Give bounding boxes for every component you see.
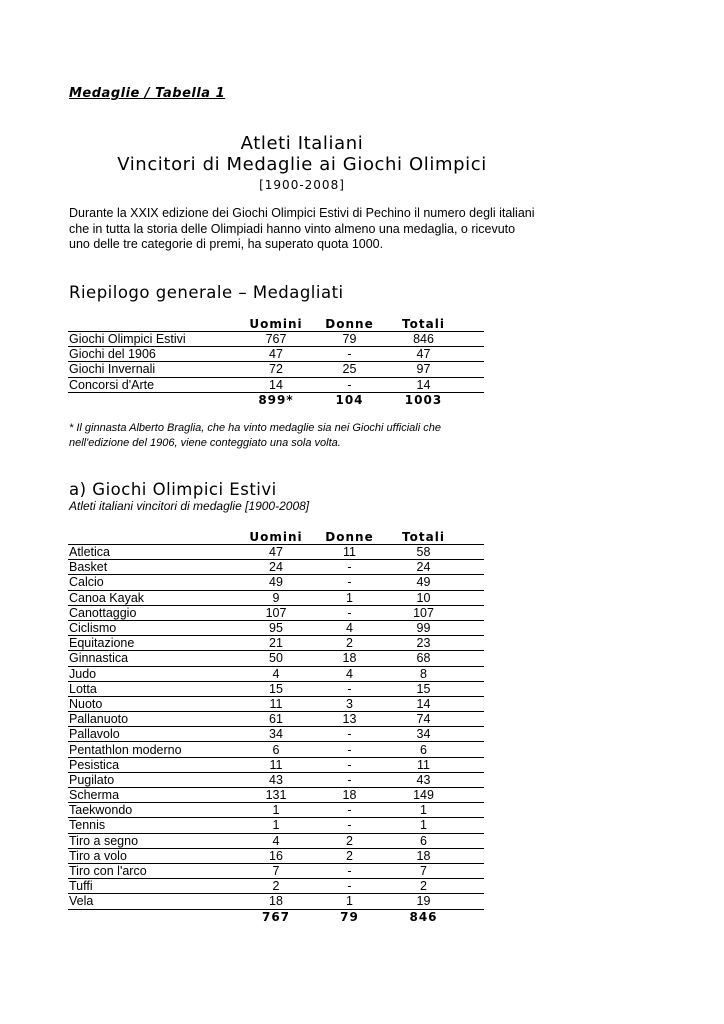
row-name: Giochi Invernali xyxy=(68,362,239,377)
row-spacer xyxy=(461,362,484,377)
totals-women: 79 xyxy=(340,909,359,924)
row-women: 13 xyxy=(313,712,386,727)
summer-header-spacer xyxy=(461,529,484,545)
table-row xyxy=(68,788,484,803)
row-total: 846 xyxy=(386,332,461,347)
row-spacer xyxy=(461,636,484,651)
row-spacer xyxy=(461,560,484,575)
row-name: Concorsi d'Arte xyxy=(68,377,239,392)
totals-row xyxy=(68,909,484,924)
header-label: Medaglie / Tabella 1 xyxy=(69,86,226,101)
row-women: 2 xyxy=(313,636,386,651)
row-spacer xyxy=(461,347,484,362)
row-name: Tiro con l'arco xyxy=(68,863,239,878)
summary-section-title: Riepilogo generale – Medagliati xyxy=(69,283,344,302)
row-women: - xyxy=(313,742,386,757)
totals-total: 846 xyxy=(409,909,438,924)
row-total: 8 xyxy=(386,666,461,681)
row-women: 18 xyxy=(313,651,386,666)
row-name: Judo xyxy=(68,666,239,681)
row-name: Basket xyxy=(68,560,239,575)
row-spacer xyxy=(461,651,484,666)
row-spacer xyxy=(461,332,484,347)
table-row xyxy=(68,803,484,818)
row-spacer xyxy=(461,696,484,711)
row-total: 1 xyxy=(386,803,461,818)
summer-header-blank xyxy=(68,529,239,545)
table-row xyxy=(68,332,484,347)
table-row xyxy=(68,879,484,894)
table-row xyxy=(68,894,484,909)
row-spacer xyxy=(461,879,484,894)
row-total: 34 xyxy=(386,727,461,742)
totals-men: 767 xyxy=(261,909,291,924)
totals-spacer xyxy=(461,909,484,924)
row-total: 6 xyxy=(386,742,461,757)
table-row xyxy=(68,727,484,742)
column-header-total: Totali xyxy=(386,529,461,545)
table-row xyxy=(68,712,484,727)
row-men: 61 xyxy=(239,712,313,727)
totals-men: 899* xyxy=(258,392,294,407)
row-spacer xyxy=(461,863,484,878)
row-men: 4 xyxy=(239,833,313,848)
row-total: 14 xyxy=(386,696,461,711)
row-men: 107 xyxy=(239,605,313,620)
row-spacer xyxy=(461,575,484,590)
row-total: 23 xyxy=(386,636,461,651)
table-row xyxy=(68,347,484,362)
table-row xyxy=(68,590,484,605)
row-spacer xyxy=(461,620,484,635)
row-men: 2 xyxy=(239,879,313,894)
table-row xyxy=(68,666,484,681)
row-name: Pallavolo xyxy=(68,727,239,742)
row-women: 79 xyxy=(313,332,386,347)
row-men: 767 xyxy=(239,332,313,347)
summer-section-title: a) Giochi Olimpici Estivi xyxy=(69,480,277,499)
summary-header-spacer xyxy=(461,316,484,332)
row-women: 11 xyxy=(313,545,386,560)
totals-label-blank xyxy=(68,392,239,407)
row-men: 9 xyxy=(239,590,313,605)
row-women: - xyxy=(313,605,386,620)
row-women: 1 xyxy=(313,590,386,605)
row-men: 43 xyxy=(239,772,313,787)
title-line-2: Vincitori di Medaglie ai Giochi Olimpici xyxy=(117,154,487,175)
title-line-1: Atleti Italiani xyxy=(240,133,364,154)
row-name: Equitazione xyxy=(68,636,239,651)
row-spacer xyxy=(461,727,484,742)
row-spacer xyxy=(461,833,484,848)
row-women: 3 xyxy=(313,696,386,711)
table-row xyxy=(68,636,484,651)
row-name: Lotta xyxy=(68,681,239,696)
row-name: Taekwondo xyxy=(68,803,239,818)
row-women: 2 xyxy=(313,848,386,863)
table-row xyxy=(68,362,484,377)
row-men: 50 xyxy=(239,651,313,666)
row-total: 7 xyxy=(386,863,461,878)
row-men: 34 xyxy=(239,727,313,742)
row-spacer xyxy=(461,894,484,909)
table-row xyxy=(68,681,484,696)
row-total: 10 xyxy=(386,590,461,605)
row-name: Calcio xyxy=(68,575,239,590)
row-total: 11 xyxy=(386,757,461,772)
table-row xyxy=(68,620,484,635)
row-men: 95 xyxy=(239,620,313,635)
row-women: - xyxy=(313,863,386,878)
row-women: 2 xyxy=(313,833,386,848)
column-header-total: Totali xyxy=(386,316,461,332)
row-men: 72 xyxy=(239,362,313,377)
row-women: 18 xyxy=(313,788,386,803)
row-men: 18 xyxy=(239,894,313,909)
row-total: 19 xyxy=(386,894,461,909)
row-total: 47 xyxy=(386,347,461,362)
row-name: Pesistica xyxy=(68,757,239,772)
row-total: 99 xyxy=(386,620,461,635)
table-row xyxy=(68,696,484,711)
row-men: 11 xyxy=(239,696,313,711)
row-spacer xyxy=(461,848,484,863)
row-spacer xyxy=(461,681,484,696)
row-total: 49 xyxy=(386,575,461,590)
row-spacer xyxy=(461,377,484,392)
table-row xyxy=(68,772,484,787)
row-spacer xyxy=(461,788,484,803)
row-total: 6 xyxy=(386,833,461,848)
row-women: - xyxy=(313,727,386,742)
row-women: 4 xyxy=(313,666,386,681)
row-spacer xyxy=(461,757,484,772)
row-name: Atletica xyxy=(68,545,239,560)
row-men: 21 xyxy=(239,636,313,651)
row-name: Scherma xyxy=(68,788,239,803)
row-spacer xyxy=(461,818,484,833)
row-total: 18 xyxy=(386,848,461,863)
table-row xyxy=(68,575,484,590)
column-header-men: Uomini xyxy=(239,529,313,545)
row-name: Vela xyxy=(68,894,239,909)
row-name: Pugilato xyxy=(68,772,239,787)
intro-paragraph: Durante la XXIX edizione dei Giochi Olimpici Estivi di Pechino il numero degli italiani che in tutta la storia delle Olimpiadi hanno vinto almeno una medaglia, o ricevuto uno delle tre categorie di premi, ha superato quota 1000. xyxy=(69,206,535,251)
row-spacer xyxy=(461,605,484,620)
table-row xyxy=(68,742,484,757)
row-women: 1 xyxy=(313,894,386,909)
row-total: 74 xyxy=(386,712,461,727)
row-spacer xyxy=(461,590,484,605)
summer-table xyxy=(68,529,484,924)
totals-total: 1003 xyxy=(404,392,443,407)
totals-spacer xyxy=(461,392,484,407)
row-total: 43 xyxy=(386,772,461,787)
totals-women: 104 xyxy=(335,392,364,407)
totals-row xyxy=(68,392,484,407)
row-men: 49 xyxy=(239,575,313,590)
row-women: - xyxy=(313,818,386,833)
row-spacer xyxy=(461,666,484,681)
row-name: Ciclismo xyxy=(68,620,239,635)
table-row xyxy=(68,833,484,848)
row-men: 1 xyxy=(239,818,313,833)
row-name: Pallanuoto xyxy=(68,712,239,727)
table-row xyxy=(68,863,484,878)
row-women: - xyxy=(313,803,386,818)
row-total: 24 xyxy=(386,560,461,575)
row-name: Pentathlon moderno xyxy=(68,742,239,757)
table-row xyxy=(68,848,484,863)
row-name: Giochi del 1906 xyxy=(68,347,239,362)
row-spacer xyxy=(461,545,484,560)
row-men: 6 xyxy=(239,742,313,757)
table-row xyxy=(68,757,484,772)
summary-table xyxy=(68,316,484,407)
row-spacer xyxy=(461,712,484,727)
row-name: Tennis xyxy=(68,818,239,833)
totals-label-blank xyxy=(68,909,239,924)
summary-header-row xyxy=(68,316,484,332)
row-total: 97 xyxy=(386,362,461,377)
row-men: 15 xyxy=(239,681,313,696)
row-men: 1 xyxy=(239,803,313,818)
title-range: [1900-2008] xyxy=(259,178,345,192)
row-name: Giochi Olimpici Estivi xyxy=(68,332,239,347)
row-total: 15 xyxy=(386,681,461,696)
table-row xyxy=(68,818,484,833)
row-women: - xyxy=(313,377,386,392)
row-total: 1 xyxy=(386,818,461,833)
row-men: 16 xyxy=(239,848,313,863)
table-row xyxy=(68,605,484,620)
row-women: 25 xyxy=(313,362,386,377)
row-name: Nuoto xyxy=(68,696,239,711)
row-men: 24 xyxy=(239,560,313,575)
row-spacer xyxy=(461,742,484,757)
column-header-women: Donne xyxy=(313,316,386,332)
column-header-women: Donne xyxy=(313,529,386,545)
row-total: 149 xyxy=(386,788,461,803)
row-women: - xyxy=(313,879,386,894)
table-row xyxy=(68,651,484,666)
row-women: - xyxy=(313,757,386,772)
summary-table-body xyxy=(68,332,484,407)
summer-table-body xyxy=(68,545,484,924)
row-women: - xyxy=(313,681,386,696)
row-name: Tuffi xyxy=(68,879,239,894)
row-name: Ginnastica xyxy=(68,651,239,666)
row-total: 58 xyxy=(386,545,461,560)
row-women: - xyxy=(313,560,386,575)
row-spacer xyxy=(461,803,484,818)
row-women: - xyxy=(313,575,386,590)
row-total: 68 xyxy=(386,651,461,666)
table-row xyxy=(68,377,484,392)
table-row xyxy=(68,560,484,575)
row-men: 131 xyxy=(239,788,313,803)
row-name: Tiro a segno xyxy=(68,833,239,848)
row-men: 47 xyxy=(239,347,313,362)
row-men: 11 xyxy=(239,757,313,772)
summer-section-subtitle: Atleti italiani vincitori di medaglie [1900-2008] xyxy=(69,499,310,513)
row-name: Tiro a volo xyxy=(68,848,239,863)
table-row xyxy=(68,545,484,560)
row-spacer xyxy=(461,772,484,787)
row-women: - xyxy=(313,772,386,787)
column-header-men: Uomini xyxy=(239,316,313,332)
row-men: 4 xyxy=(239,666,313,681)
row-men: 7 xyxy=(239,863,313,878)
summary-header-blank xyxy=(68,316,239,332)
row-men: 14 xyxy=(239,377,313,392)
row-name: Canottaggio xyxy=(68,605,239,620)
row-name: Canoa Kayak xyxy=(68,590,239,605)
summary-footnote: * Il ginnasta Alberto Braglia, che ha vinto medaglie sia nei Giochi ufficiali che nell'edizione del 1906, viene conteggiato una sola volta. xyxy=(69,422,441,449)
row-total: 107 xyxy=(386,605,461,620)
row-total: 14 xyxy=(386,377,461,392)
row-women: 4 xyxy=(313,620,386,635)
summer-header-row xyxy=(68,529,484,545)
row-men: 47 xyxy=(239,545,313,560)
row-total: 2 xyxy=(386,879,461,894)
row-women: - xyxy=(313,347,386,362)
